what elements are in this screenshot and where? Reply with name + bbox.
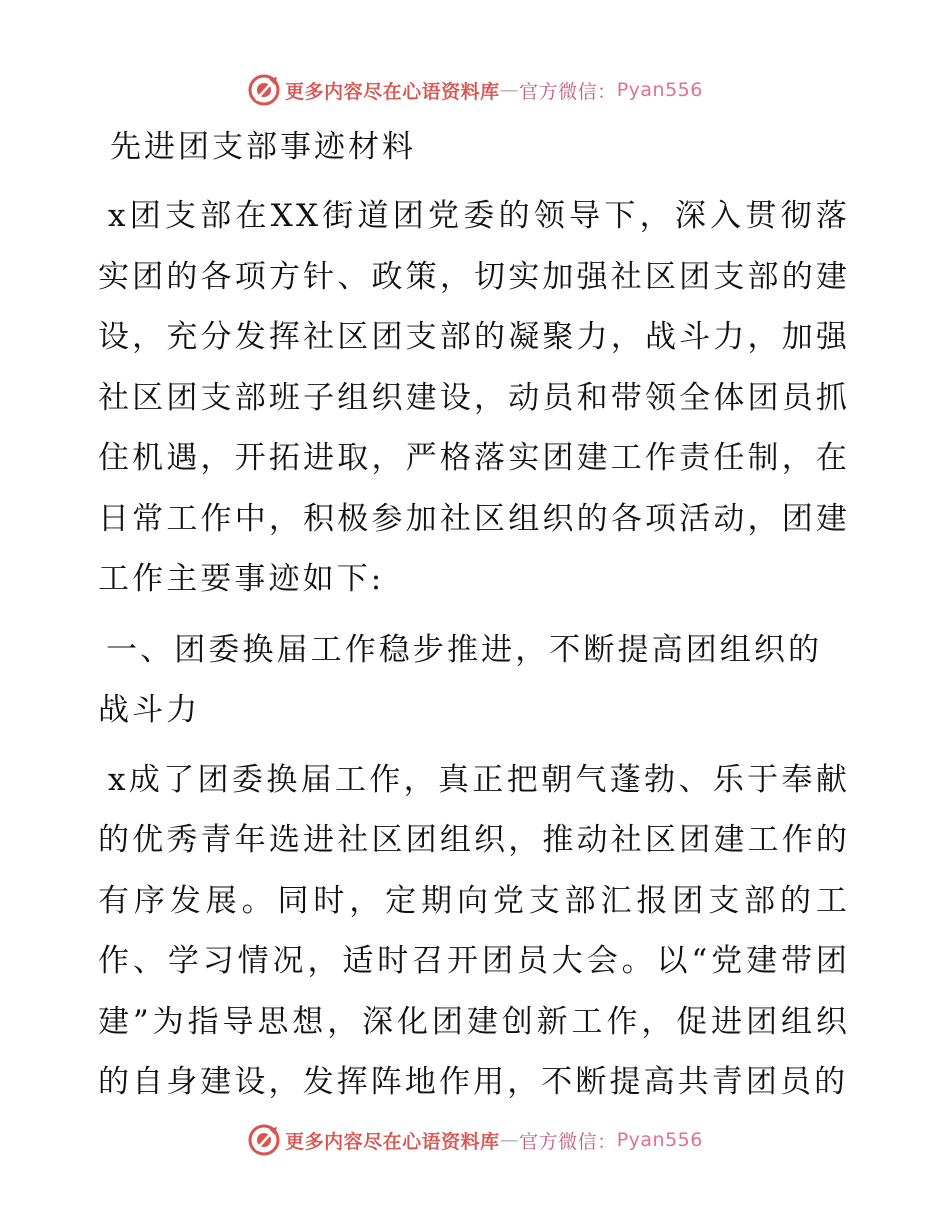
pen-circle-logo-icon	[247, 1123, 281, 1157]
watermark-account: Pyan556	[616, 79, 703, 101]
watermark-separator: —	[499, 79, 520, 101]
watermark-banner-top	[0, 70, 950, 110]
document-body	[98, 118, 850, 1113]
document-title: 先进团支部事迹材料	[110, 129, 416, 165]
intro-paragraph: x团支部在XX街道团党委的领导下，深入贯彻落实团的各项方针、政策，切实加强社区团支部的建设，充分发挥社区团支部的凝聚力，战斗力，加强社区团支部班子组织建设，动员和带领全体团员抓住机遇，开拓进取，严格落实团建工作责任制，在日常工作中，积极参加社区组织的各项活动，团建工作主要事迹如下:	[98, 198, 850, 597]
watermark-label: 官方微信：	[519, 80, 617, 103]
watermark-main-text: 更多内容尽在心语资料库	[285, 80, 500, 103]
watermark-label: 官方微信：	[519, 1130, 617, 1153]
watermark-account: Pyan556	[616, 1129, 703, 1151]
section-1-body: x成了团委换届工作，真正把朝气蓬勃、乐于奉献的优秀青年选进社区团组织，推动社区团建工作的有序发展。同时，定期向党支部汇报团支部的工作、学习情况，适时召开团员大会。以“党建带团建”为指导思想，深化团建创新工作，促进团组织的自身建设，发挥阵地作用，不断提高共青团员的	[98, 761, 850, 1100]
watermark-separator: —	[499, 1129, 520, 1151]
pen-circle-logo-icon	[247, 73, 281, 107]
watermark-main-text: 更多内容尽在心语资料库	[285, 1130, 500, 1153]
section-1-title: 一、团委换届工作稳步推进，不断提高团组织的战斗力	[98, 631, 823, 728]
watermark-banner-bottom	[0, 1120, 950, 1160]
